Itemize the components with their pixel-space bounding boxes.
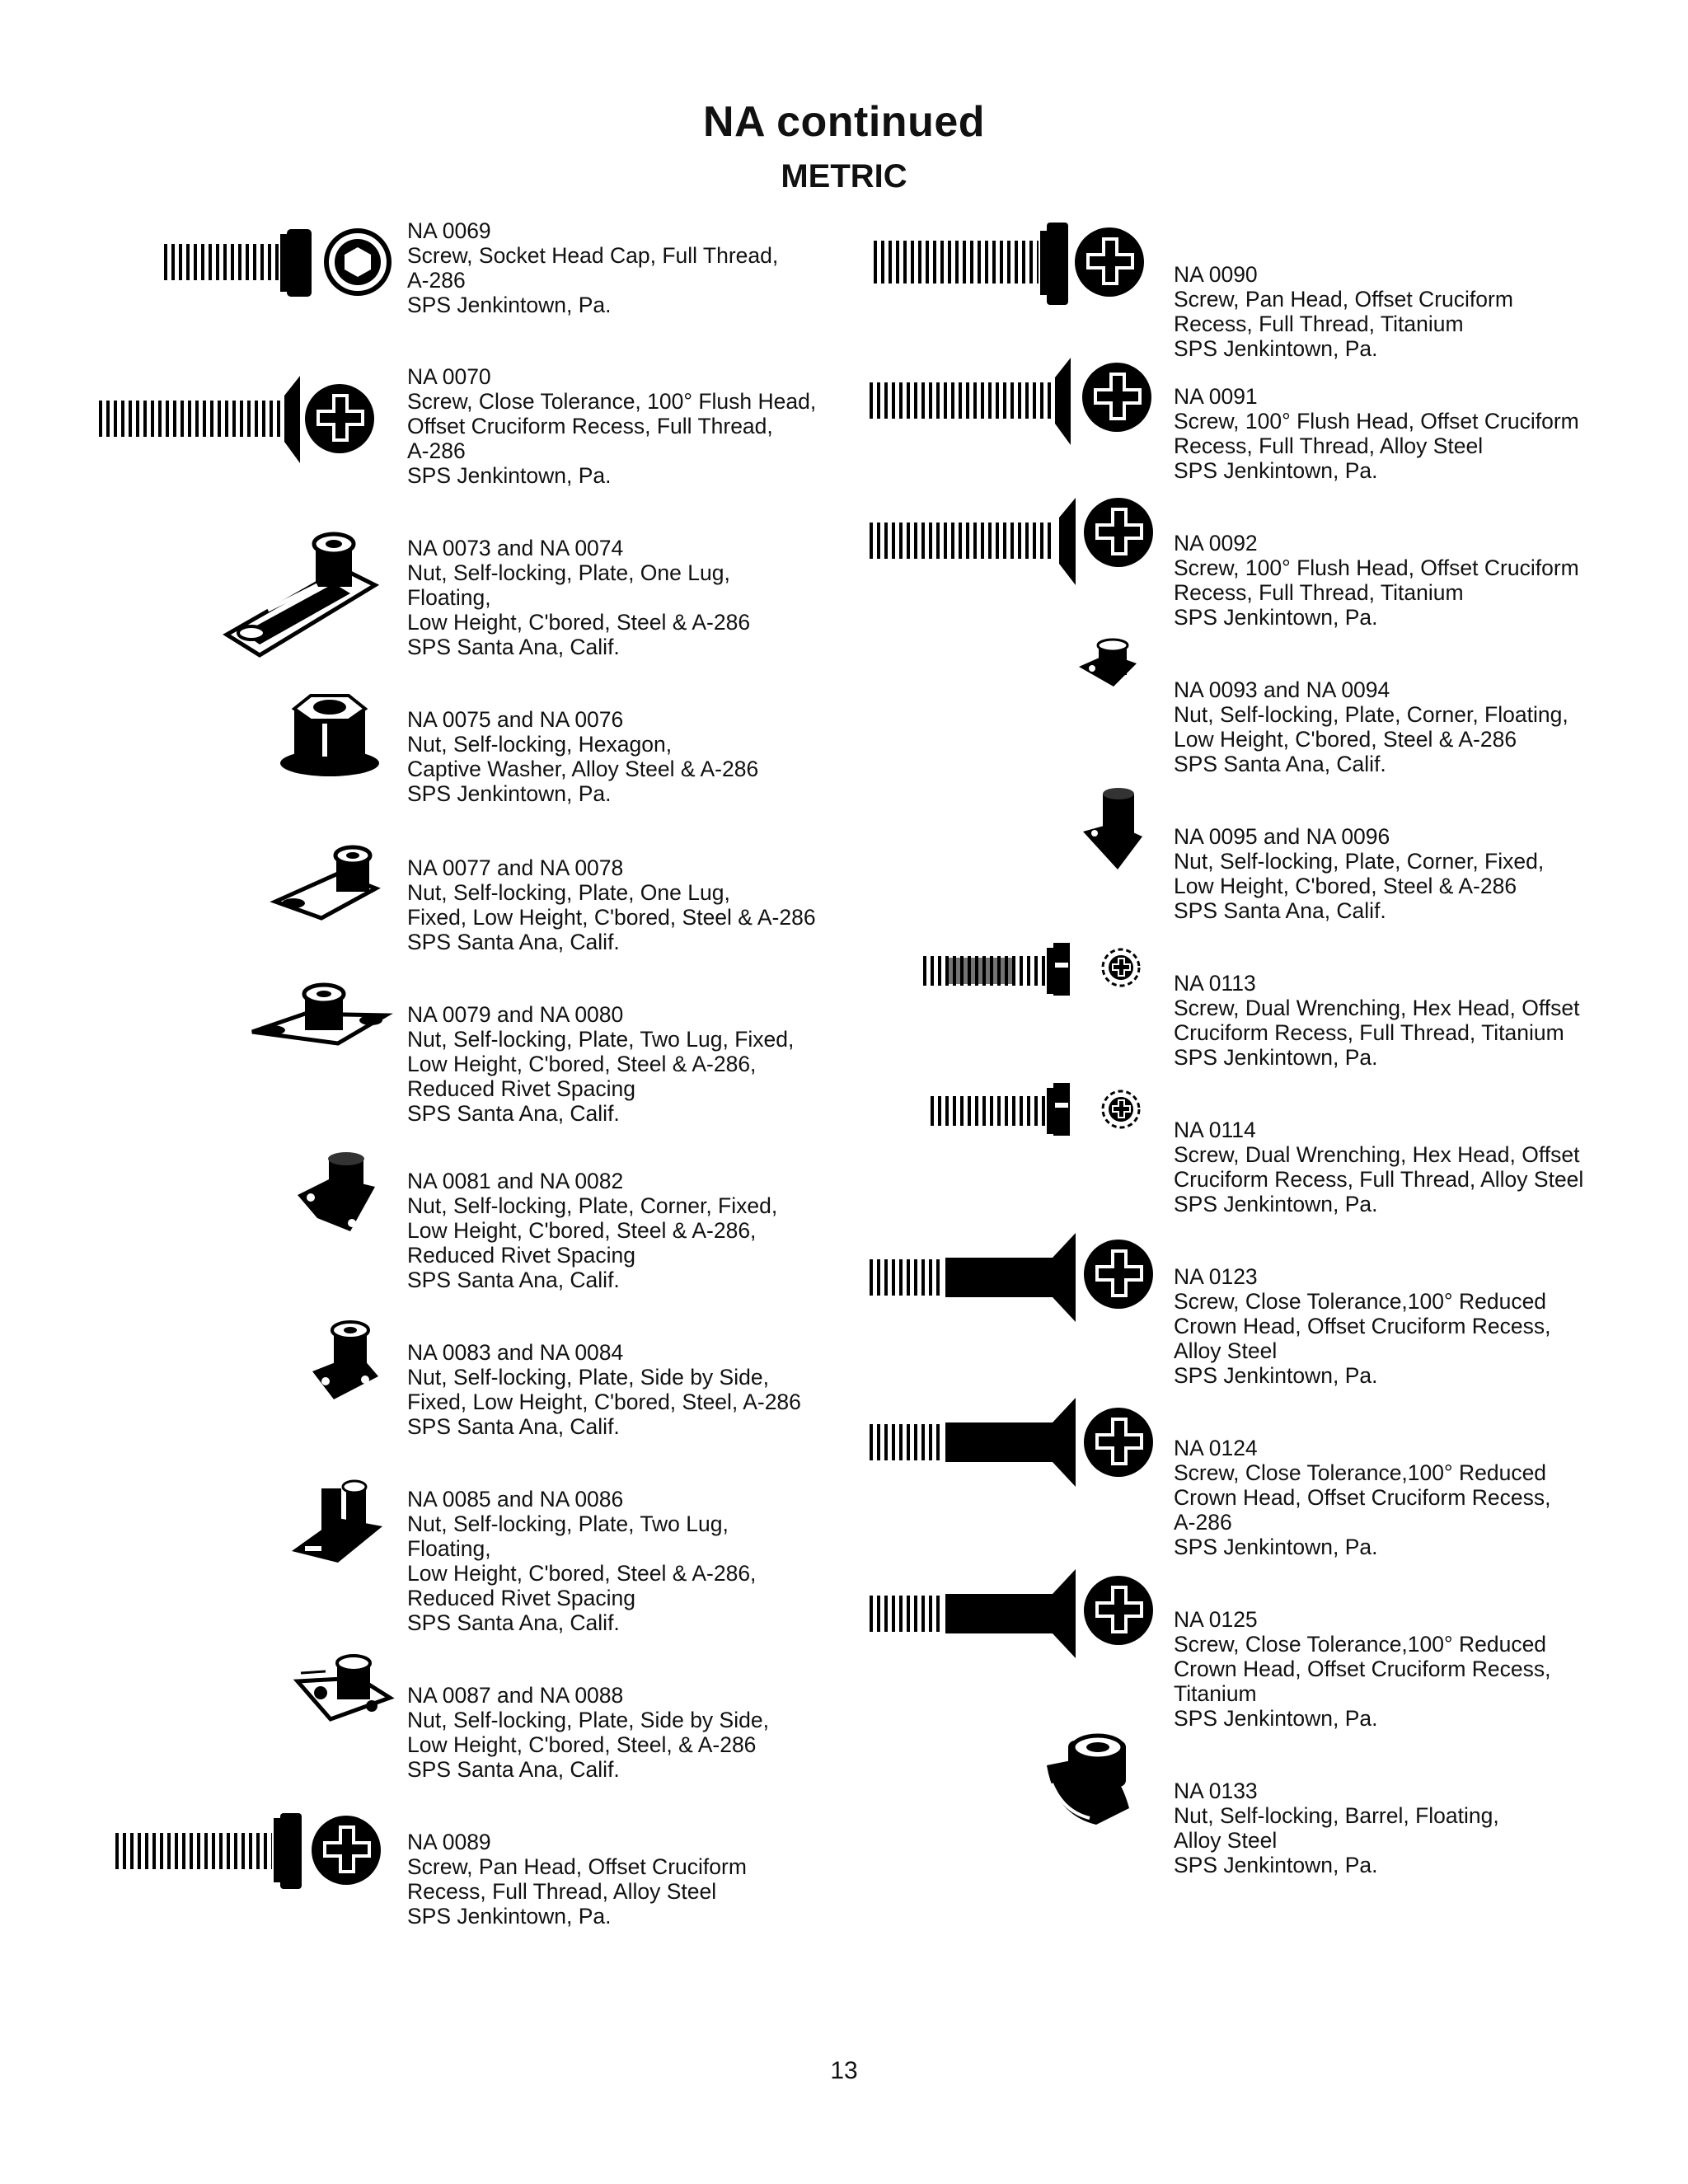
description-line: Nut, Self-locking, Plate, Corner, Floating,: [1174, 702, 1568, 727]
flush-head-screw-alloy-illustration: [870, 353, 1150, 452]
reduced-crown-screw-titanium-illustration: [870, 1564, 1150, 1663]
part-number: NA 0079 and NA 0080: [407, 1002, 624, 1027]
material-line: Low Height, C'bored, Steel, & A-286: [407, 1732, 757, 1757]
source-line: SPS Jenkintown, Pa.: [1174, 605, 1378, 630]
material-line: Recess, Full Thread, Alloy Steel: [407, 1879, 717, 1904]
part-number: NA 0069: [407, 218, 491, 243]
side-by-side-nut-plate-illustration: [309, 1320, 383, 1411]
description-line: Screw, Dual Wrenching, Hex Head, Offset: [1174, 996, 1580, 1020]
part-number: NA 0090: [1174, 262, 1258, 287]
description-line: Nut, Self-locking, Plate, Side by Side,: [407, 1365, 769, 1390]
material-line: Fixed, Low Height, C'bored, Steel, A-286: [407, 1390, 801, 1414]
description-line: Screw, Pan Head, Offset Cruciform: [1174, 287, 1513, 312]
material-line: Captive Washer, Alloy Steel & A-286: [407, 757, 759, 781]
material-line: Recess, Full Thread, Titanium: [1174, 580, 1464, 605]
source-line: SPS Jenkintown, Pa.: [1174, 1706, 1378, 1731]
description-line: Screw, Socket Head Cap, Full Thread,: [407, 243, 779, 268]
source-line: SPS Jenkintown, Pa.: [1174, 1363, 1378, 1388]
entry-na-0073-0074: [407, 536, 750, 659]
description-line: Screw, Close Tolerance,100° Reduced: [1174, 1460, 1547, 1485]
part-number: NA 0114: [1174, 1118, 1256, 1142]
description-line: Screw, Dual Wrenching, Hex Head, Offset: [1174, 1142, 1580, 1167]
part-number: NA 0075 and NA 0076: [407, 707, 624, 732]
one-lug-nut-plate-illustration: [272, 839, 387, 921]
description-line: Screw, 100° Flush Head, Offset Cruciform: [1174, 409, 1579, 434]
material-line: Alloy Steel: [1174, 1828, 1278, 1853]
source-line: SPS Santa Ana, Calif.: [1174, 898, 1386, 923]
material-line: Low Height, C'bored, Steel & A-286: [407, 610, 751, 635]
source-line: SPS Jenkintown, Pa.: [407, 1904, 612, 1929]
description-line: Floating,: [407, 585, 491, 610]
part-number: NA 0077 and NA 0078: [407, 855, 624, 880]
hex-head-screw-alloy-illustration: [923, 1080, 1146, 1146]
description-line: Screw, 100° Flush Head, Offset Cruciform: [1174, 555, 1579, 580]
description-line: Floating,: [407, 1536, 491, 1561]
description-line: Screw, Close Tolerance, 100° Flush Head,: [407, 389, 817, 414]
entry-na-0085-0086: [407, 1487, 756, 1635]
side-by-side-floating-nut-plate-illustration: [293, 1648, 400, 1731]
entry-na-0093-0094: [1174, 677, 1568, 776]
material-line: Low Height, C'bored, Steel & A-286: [1174, 874, 1517, 898]
barrel-nut-illustration: [1039, 1732, 1154, 1831]
part-number: NA 0113: [1174, 971, 1256, 996]
pan-head-screw-illustration: [115, 1805, 387, 1896]
source-line: SPS Santa Ana, Calif.: [407, 1757, 620, 1782]
entry-na-0113: [1174, 971, 1579, 1070]
entry-na-0079-0080: [407, 1002, 794, 1126]
page-subtitle: METRIC: [781, 158, 907, 194]
entry-na-0081-0082: [407, 1169, 777, 1292]
entry-na-0125: [1174, 1607, 1551, 1731]
entry-na-0123: [1174, 1264, 1551, 1388]
part-number: NA 0083 and NA 0084: [407, 1340, 624, 1365]
entry-na-0087-0088: [407, 1683, 769, 1782]
corner-floating-nut-plate-illustration: [1076, 639, 1142, 696]
description-line: Offset Cruciform Recess, Full Thread,: [407, 414, 773, 438]
description-line: Nut, Self-locking, Plate, One Lug,: [407, 560, 730, 585]
pan-head-screw-titanium-illustration: [874, 219, 1146, 318]
description-line: Crown Head, Offset Cruciform Recess,: [1174, 1314, 1551, 1338]
part-number: NA 0095 and NA 0096: [1174, 824, 1390, 849]
description-line: Nut, Self-locking, Plate, Corner, Fixed,: [407, 1193, 778, 1218]
entry-na-0083-0084: [407, 1340, 801, 1439]
part-number: NA 0070: [407, 364, 491, 389]
source-line: SPS Santa Ana, Calif.: [1174, 752, 1386, 776]
socket-head-screw-illustration: [157, 223, 396, 305]
two-lug-nut-plate-illustration: [247, 982, 396, 1057]
material-line: Titanium: [1174, 1681, 1257, 1706]
description-line: Reduced Rivet Spacing: [407, 1586, 635, 1610]
entry-na-0070: [407, 364, 816, 488]
material-line: A-286: [407, 438, 466, 463]
source-line: SPS Santa Ana, Calif.: [407, 1268, 620, 1292]
part-number: NA 0125: [1174, 1607, 1258, 1632]
description-line: Screw, Pan Head, Offset Cruciform: [407, 1854, 747, 1879]
entry-na-0114: [1174, 1118, 1583, 1216]
reduced-crown-screw-alloy-illustration: [870, 1228, 1150, 1327]
description-line: Nut, Self-locking, Plate, Side by Side,: [407, 1708, 769, 1732]
part-number: NA 0123: [1174, 1264, 1258, 1289]
material-line: Low Height, C'bored, Steel & A-286: [1174, 727, 1517, 752]
source-line: SPS Santa Ana, Calif.: [407, 1610, 620, 1635]
part-number: NA 0092: [1174, 531, 1258, 555]
source-line: SPS Jenkintown, Pa.: [1174, 1045, 1378, 1070]
material-line: Alloy Steel: [1174, 1338, 1278, 1363]
description-line: Nut, Self-locking, Hexagon,: [407, 732, 673, 757]
page-number: 13: [830, 2057, 858, 2084]
description-line: Screw, Close Tolerance,100° Reduced: [1174, 1289, 1547, 1314]
page-title: NA continued: [702, 98, 986, 146]
source-line: SPS Jenkintown, Pa.: [407, 293, 612, 317]
part-number: NA 0124: [1174, 1436, 1258, 1460]
entry-na-0089: [407, 1830, 747, 1929]
description-line: Reduced Rivet Spacing: [407, 1243, 635, 1268]
material-line: Low Height, C'bored, Steel & A-286,: [407, 1561, 757, 1586]
material-line: Recess, Full Thread, Alloy Steel: [1174, 434, 1484, 458]
source-line: SPS Jenkintown, Pa.: [1174, 458, 1378, 483]
part-number: NA 0133: [1174, 1779, 1258, 1803]
source-line: SPS Jenkintown, Pa.: [1174, 1535, 1378, 1559]
description-line: Reduced Rivet Spacing: [407, 1076, 635, 1101]
corner-fixed-nut-plate-illustration: [1080, 787, 1146, 878]
part-number: NA 0091: [1174, 384, 1258, 409]
entry-na-0092: [1174, 531, 1579, 630]
part-number: NA 0089: [407, 1830, 491, 1854]
reduced-crown-screw-a286-illustration: [870, 1393, 1150, 1492]
entry-na-0069: [407, 218, 778, 317]
part-number: NA 0081 and NA 0082: [407, 1169, 624, 1193]
description-line: Nut, Self-locking, Plate, Two Lug, Fixed,: [407, 1027, 795, 1052]
entry-na-0090: [1174, 262, 1513, 361]
material-line: A-286: [1174, 1510, 1232, 1535]
part-number: NA 0093 and NA 0094: [1174, 677, 1390, 702]
source-line: SPS Santa Ana, Calif.: [407, 1414, 620, 1439]
description-line: Nut, Self-locking, Barrel, Floating,: [1174, 1803, 1499, 1828]
part-number: NA 0073 and NA 0074: [407, 536, 624, 560]
description-line: Screw, Close Tolerance,100° Reduced: [1174, 1632, 1547, 1657]
material-line: Fixed, Low Height, C'bored, Steel & A-286: [407, 905, 816, 930]
floating-nut-plate-illustration: [218, 527, 392, 659]
source-line: SPS Jenkintown, Pa.: [407, 463, 612, 488]
material-line: Recess, Full Thread, Titanium: [1174, 312, 1464, 336]
entry-na-0091: [1174, 384, 1579, 483]
source-line: SPS Santa Ana, Calif.: [407, 930, 620, 954]
description-line: Nut, Self-locking, Plate, One Lug,: [407, 880, 730, 905]
flush-head-screw-titanium-illustration: [870, 494, 1150, 593]
source-line: SPS Santa Ana, Calif.: [407, 635, 620, 659]
entry-na-0075-0076: [407, 707, 758, 806]
source-line: SPS Jenkintown, Pa.: [1174, 1853, 1378, 1877]
entry-na-0124: [1174, 1436, 1551, 1559]
description-line: Crown Head, Offset Cruciform Recess,: [1174, 1485, 1551, 1510]
entry-na-0133: [1174, 1779, 1499, 1877]
description-line: Nut, Self-locking, Plate, Two Lug,: [407, 1511, 729, 1536]
source-line: SPS Jenkintown, Pa.: [407, 781, 612, 806]
description-line: Crown Head, Offset Cruciform Recess,: [1174, 1657, 1551, 1681]
hex-head-screw-titanium-illustration: [923, 940, 1146, 1005]
material-line: Low Height, C'bored, Steel & A-286,: [407, 1052, 757, 1076]
part-number: NA 0085 and NA 0086: [407, 1487, 624, 1511]
material-line: Cruciform Recess, Full Thread, Titanium: [1174, 1020, 1564, 1045]
flush-head-screw-illustration: [99, 371, 379, 470]
two-lug-floating-nut-plate-illustration: [288, 1469, 387, 1568]
material-line: Low Height, C'bored, Steel & A-286,: [407, 1218, 757, 1243]
source-line: SPS Jenkintown, Pa.: [1174, 1192, 1378, 1216]
entry-na-0077-0078: [407, 855, 816, 954]
material-line: A-286: [407, 268, 466, 293]
description-line: Nut, Self-locking, Plate, Corner, Fixed,: [1174, 849, 1545, 874]
material-line: Cruciform Recess, Full Thread, Alloy Steel: [1174, 1167, 1584, 1192]
entry-na-0095-0096: [1174, 824, 1544, 923]
corner-nut-plate-illustration: [293, 1152, 383, 1243]
hex-nut-washer-illustration: [276, 691, 383, 781]
part-number: NA 0087 and NA 0088: [407, 1683, 624, 1708]
source-line: SPS Jenkintown, Pa.: [1174, 336, 1378, 361]
source-line: SPS Santa Ana, Calif.: [407, 1101, 620, 1126]
